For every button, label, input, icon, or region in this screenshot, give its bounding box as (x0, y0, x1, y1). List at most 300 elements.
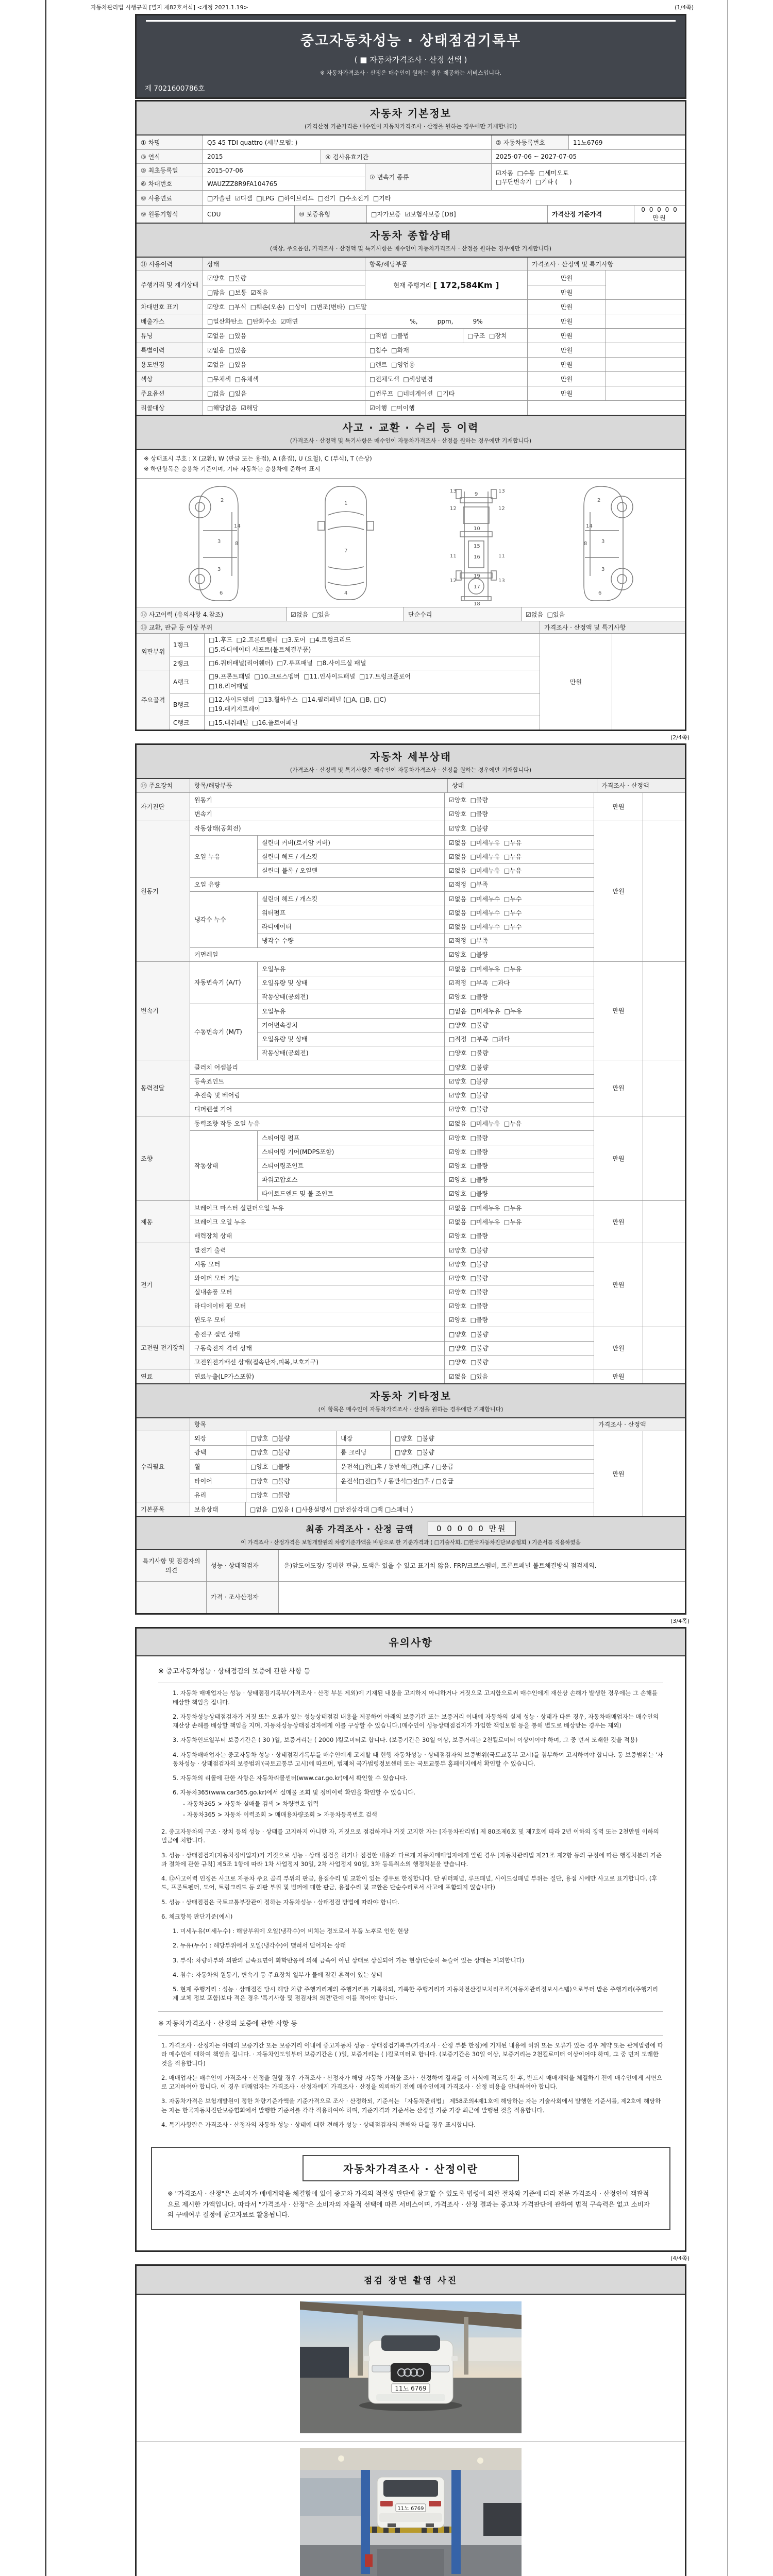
field-label: ⑥ 차대번호 (137, 177, 203, 190)
svg-text:2: 2 (597, 497, 600, 503)
panel-group (137, 634, 540, 670)
svg-text:18: 18 (473, 601, 480, 606)
fuel-checkboxes: □가솔린 ☑디젤 □LPG □하이브리드 □전기 □수소전기 □기타 (203, 191, 685, 205)
row-label: 배출가스 (137, 314, 203, 328)
price-cell: 만원 (527, 343, 606, 357)
appraiser-opinion-text (278, 1582, 685, 1613)
item-label: 냉각수 수량 (262, 937, 294, 945)
status-checkboxes: ☑양호 □불량 (444, 1103, 594, 1116)
col-header-spacer (137, 1418, 190, 1431)
notice-subitem: - 자동차365 > 자동차 이력조회 > 매매용차량조회 > 자동차등록번호 검색 (183, 1810, 377, 1818)
group-engine (137, 821, 685, 961)
status-checkboxes: ☑양호 □불량 (444, 1131, 594, 1145)
photo-signature-box (135, 2264, 686, 2576)
group-label: 자기진단 (137, 793, 190, 821)
group-label: 원동기 (137, 821, 190, 961)
frame-group (137, 670, 540, 729)
svg-text:3: 3 (601, 566, 604, 572)
exchange-table (137, 633, 685, 730)
row-label: 튜닝 (137, 329, 203, 343)
item-label: 외장 (194, 1434, 207, 1442)
detail-header (137, 779, 685, 792)
subgroup-steering-operation (190, 1130, 594, 1200)
row-label: 색상 (137, 372, 203, 386)
status-checkboxes: ☑양호 □불량 (444, 807, 594, 821)
summary-row-gas (137, 314, 685, 328)
basic-row-6 (137, 205, 685, 223)
subgroup-coolant-leak (190, 891, 594, 947)
item-label: 라디에이터 (262, 923, 292, 931)
accident-history-row (137, 607, 685, 621)
basic-row-3-4 (137, 163, 685, 190)
document-subtitle: ( ■ 자동차가격조사 · 산정 선택 ) (354, 55, 467, 64)
price-cell: 만원 (527, 270, 606, 285)
car-diagram-left-side (169, 480, 262, 606)
field-label: ② 자동차등록번호 (491, 135, 568, 149)
status-checkboxes: ☑없음 □있음 (444, 1369, 594, 1383)
field-label: ⑩ 보증유형 (294, 206, 366, 223)
page-marker-2: (2/4쪽) (670, 734, 690, 741)
inspection-photo-rear-lift (137, 2442, 685, 2576)
svg-text:13: 13 (498, 578, 505, 584)
note-cell (606, 329, 685, 343)
status-checkboxes: ☑양호 □불량 (444, 1272, 594, 1285)
photo-rear-lift-view (300, 2448, 522, 2576)
col-header: ⑪ 사용이력 (141, 260, 173, 268)
status-checkboxes: □적법 □불법 (365, 329, 463, 343)
svg-text:6: 6 (219, 590, 223, 596)
status-checkboxes: ☑양호 □불량 (444, 1229, 594, 1243)
group-label: 변속기 (137, 962, 190, 1060)
status-checkboxes: ☑없음 □미세누유 □누유 (444, 962, 594, 976)
note-cell (606, 372, 685, 386)
price-cell: 만원 (527, 329, 606, 343)
item-label: 충전구 절연 상태 (194, 1330, 240, 1338)
svg-text:14: 14 (585, 523, 593, 529)
notice-item: 2. 자동차성능상태점검자가 거짓 또는 오류가 있는 성능상태점검 내용을 제공하여 아래의 보증기간 또는 보증거리 이내에 자동차의 실제 성능 · 상태가 다른 경우, 자동차매매업자는 매수인의 재산상 손해를 배상할 책임을 지며, 자동차성능상태점검자에게 이를 구상할 수 있습니다.(매수인이 성능상태점검자가 가입한 책임보험 등을 통해 별도로 배상받는 경우는 제외) (173, 1713, 659, 1730)
rank-label: 1랭크 (173, 641, 189, 649)
final-price-band (137, 1516, 685, 1549)
item-label: 추진축 및 베어링 (194, 1092, 240, 1099)
main-box-page2 (135, 743, 686, 1615)
status-checkboxes: ☑없음 □미세누유 □누유 (444, 1215, 594, 1229)
notice-title: 유의사항 (389, 1636, 433, 1649)
price-cell: 만원 (594, 1116, 643, 1200)
group-fuel (137, 1369, 685, 1383)
svg-text:12: 12 (449, 505, 457, 512)
status-checkboxes: ☑없음 □있음 (203, 358, 365, 371)
rank2-items: □6.쿼터패널(리어휀더) □7.루프패널 □8.사이드실 패널 (209, 659, 366, 667)
item-label: 실린더 헤드 / 개스킷 (262, 895, 318, 903)
col-header: 항목/해당부품 (365, 258, 527, 270)
empty-cell (336, 1488, 594, 1502)
field-label: ⑤ 최초등록일 (137, 164, 203, 177)
item-label: 시동 모터 (194, 1261, 221, 1268)
notice-section2-title: ※ 자동차가격조사 · 산정의 보증에 관한 사항 등 (158, 2011, 663, 2036)
note-cell (643, 1201, 685, 1243)
rankC-row (170, 716, 540, 730)
note-cell (612, 634, 685, 730)
status-checkboxes: □양호 □불량 (444, 1060, 594, 1074)
status-checkboxes: ☑양호 □불량 (444, 990, 594, 1004)
status-checkboxes: ☑양호 □불량 (444, 1258, 594, 1271)
photo-band (137, 2266, 685, 2295)
item-label: 오일 유량 (194, 881, 221, 889)
price-cell: 만원 (527, 372, 606, 386)
item-label: 실린더 블록 / 오일팬 (262, 867, 318, 875)
rank-label: B랭크 (173, 701, 190, 708)
notice-item: 3. 성능 · 상태점검자(자동차정비업자)가 거짓으로 성능 · 상태 점검을 하거나 점검한 내용과 다르게 자동차매매업자에게 알린 경우 [자동차관리법 제21조 제2항 등의 규정에 따른 행정처분의 기준과 절차에 관한 규칙] 제5조 1항에 따라 1차 사업정지 30일, 2차 사업정지 90일, 3차 등록취소의 행정처분을 받습니다. (161, 1851, 662, 1868)
svg-text:8: 8 (583, 540, 587, 547)
item-label: 타이로드엔드 및 볼 조인트 (262, 1190, 333, 1198)
subgroup-oil-leak (190, 835, 594, 877)
status-checkboxes: ☑양호 □불량 (203, 270, 365, 285)
transmission-line2: □무단변속기 □기타 ( ) (496, 178, 572, 185)
gas-measurements: %, ppm, 9% (365, 314, 527, 328)
item-label: 실린더 커버(로커암 커버) (262, 839, 330, 846)
status-checkboxes: □양호 □불량 (444, 1342, 594, 1355)
svg-text:12: 12 (498, 505, 505, 512)
svg-text:10: 10 (473, 526, 480, 532)
svg-text:13: 13 (449, 488, 457, 494)
final-price-value: 0 0 0 0 0 만원 (428, 1521, 516, 1536)
status-checkboxes: □전체도색 □색상변경 (365, 372, 527, 386)
item-label: 디퍼렌셜 기어 (194, 1106, 232, 1113)
status-checkboxes: □양호 □불량 (444, 1046, 594, 1060)
scan-edge-right (727, 0, 728, 2576)
status-checkboxes: ☑양호 □불량 (444, 1159, 594, 1173)
document-header (135, 14, 686, 99)
notice-content (137, 1656, 685, 2134)
price-cell: 만원 (594, 962, 643, 1060)
status-checkboxes: □적정 □부족 □과다 (444, 1032, 594, 1046)
notice-item: 2. 매매업자는 매수인이 가격조사 · 산정을 원할 경우 가격조사 · 산정자가 해당 자동차 가격을 조사 · 산정하여 결과를 이 서식에 적도록 한 후, 반드시 매매계약을 체결하기 전에 매수인에게 서면으로 고지하여야 합니다. 이 경우 매매업자는 가격조사 · 산정자에게 가격조사 · 산정을 의뢰하기 전에 매수인에게 가격조사 · 산정 비용을 안내하여야 합니다. (161, 2074, 663, 2091)
rank-label: A랭크 (173, 678, 190, 686)
item-label: 오일유량 및 상태 (262, 979, 308, 987)
car-diagram-top (299, 480, 392, 606)
group-label: 외판부위 (137, 634, 170, 670)
pricing-definition-box (151, 2147, 670, 2230)
status-checkboxes: ☑양호 □불량 (444, 1145, 594, 1159)
status-checkboxes: □양호 □불량 (444, 1327, 594, 1341)
rank-label: 2랭크 (173, 659, 189, 667)
col-header: ⑬ 교환, 판금 등 이상 부위 (141, 624, 213, 632)
form-meta (91, 3, 694, 11)
summary-row-vin (137, 299, 685, 314)
note-cell (606, 358, 685, 371)
notice-section1-title: ※ 중고자동차성능 · 상태점검의 보증에 관한 사항 등 (158, 1663, 663, 1684)
status-checkboxes: ☑없음 □미세누유 □누유 (444, 850, 594, 863)
base-price-value: 0 0 0 0 0 만원 (634, 206, 685, 223)
note-cell (606, 300, 685, 314)
summary-note: (색상, 주요옵션, 가격조사 · 산정액 및 특기사항은 매수인이 자동차가격조사 · 산정을 원하는 경우에만 기재합니다) (270, 245, 552, 252)
item-label: 커먼레일 (194, 951, 219, 959)
status-checkboxes: ☑적정 □부족 (444, 934, 594, 947)
item-label: 휠 (194, 1463, 200, 1470)
notice-item: 1. 자동차 매매업자는 성능 · 상태점검기록부(가격조사 · 산정 부분 제외)에 기재된 내용을 고지하지 아니하거나 거짓으로 고지함으로써 매수인에게 재산상 손해가 발생한 경우에는 그 손해를 배상할 책임을 집니다. (173, 1689, 658, 1706)
price-cell: 만원 (594, 1431, 643, 1516)
pricing-definition-text: ※ "가격조사 · 산정"은 소비자가 매매계약을 체결함에 있어 중고차 가격의 적절성 판단에 참고할 수 있도록 법령에 의한 절차와 기준에 따라 전문 가격조사 · 산정인이 객관적으로 제시한 가액입니다. 따라서 "가격조사 · 산정"은 소비자의 자율적 선택에 따른 서비스이며, 가격조사 · 산정 결과는 중고차 가격판단에 관하여 법적 구속력은 없고 소비자의 구매여부 결정에 참고자료로 활용됩니다. (167, 2190, 650, 2219)
item-label: 오일누유 (262, 965, 286, 973)
pricing-definition-title: 자동차가격조사 · 산정이란 (303, 2155, 519, 2181)
item-label: 브레이크 오일 누유 (194, 1218, 246, 1226)
status-checkboxes: ☑없음 □있음 (286, 607, 404, 621)
item-label: 연료누출(LP가스포함) (194, 1372, 255, 1380)
accident-note: (가격조사 · 산정액 및 특기사항은 매수인이 자동차가격조사 · 산정을 원하는 경우에만 기재합니다) (290, 437, 532, 444)
price-cell: 만원 (527, 285, 606, 299)
status-checkboxes: □양호 □불량 (246, 1431, 336, 1445)
rankB-items-line2: □19.패키지트레이 (209, 705, 260, 713)
item-label: 윈도우 모터 (194, 1316, 226, 1324)
group-high-voltage (137, 1327, 685, 1369)
rank1-row (170, 634, 540, 656)
item-label: 브레이크 마스터 실린더오일 누유 (194, 1204, 284, 1212)
status-checkboxes: ☑없음 □미세누유 □누유 (444, 1201, 594, 1215)
status-checkboxes: □양호 □불량 (444, 1019, 594, 1032)
group-label: 전기 (137, 1243, 190, 1327)
field-label: ③ 연식 (137, 150, 203, 163)
item-label: 구동축전지 격리 상태 (194, 1345, 252, 1352)
car-diagram-underbody (430, 480, 523, 606)
inspection-period-value: 2025-07-06 ~ 2027-07-05 (491, 150, 685, 163)
price-cell: 만원 (527, 358, 606, 371)
status-checkboxes: ☑없음 □미세누유 □누유 (444, 836, 594, 850)
status-checkboxes: ☑양호 □불량 (444, 793, 594, 807)
notice-band (137, 1629, 685, 1656)
mileage-cell (365, 270, 527, 299)
rankA-items-line1: □9.프론트패널 □10.크로스멤버 □11.인사이드패널 □17.트렁크플로어 (209, 673, 411, 681)
inspection-photo-front (137, 2295, 685, 2442)
price-cell: 만원 (540, 634, 612, 730)
col-header: ⑭ 주요장치 (141, 782, 173, 790)
group-powertrain (137, 1060, 685, 1116)
status-checkboxes: ☑양호 □불량 (444, 1285, 594, 1299)
status-checkboxes: ☑없음 □미세누수 □누수 (444, 920, 594, 934)
item-label: 워터펌프 (262, 909, 286, 917)
other-info-band (137, 1383, 685, 1418)
other-info-title: 자동차 기타정보 (369, 1389, 452, 1402)
summary-row-usechange (137, 357, 685, 371)
svg-text:19: 19 (473, 573, 480, 579)
subgroup-label: 작동상태 (194, 1162, 219, 1170)
field-label: ⑦ 변속기 종류 (365, 164, 491, 190)
opinion-role-label: 가격 · 조사산정자 (206, 1582, 278, 1613)
field-label: ⑨ 원동기형식 (137, 206, 203, 223)
exchange-header (137, 621, 685, 633)
opinion-row-1 (137, 1549, 685, 1581)
status-checkboxes: ☑양호 □불량 (444, 1243, 594, 1257)
summary-row-tuning (137, 328, 685, 343)
diagram-legend (137, 450, 685, 478)
wheel-positions: 운전석□전□후 / 동반석□전□후 / □응급 (336, 1460, 594, 1473)
note-cell (643, 1431, 685, 1516)
group-label: 기본품목 (137, 1502, 190, 1516)
item-label: 스티어링조인트 (262, 1162, 304, 1170)
other-info-note: (이 항목은 매수인이 자동차가격조사 · 산정을 원하는 경우에만 기재합니다) (318, 1405, 503, 1413)
svg-text:17: 17 (473, 584, 480, 590)
front-plate-text: 11노 6769 (395, 2384, 427, 2392)
row-label: 용도변경 (137, 358, 203, 371)
subgroup-label: 냉각수 누수 (194, 916, 226, 924)
group-self-diagnosis (137, 792, 685, 821)
detail-band (137, 745, 685, 779)
note-cell (643, 821, 685, 961)
item-label: 광택 (194, 1449, 207, 1456)
note-cell (643, 962, 685, 1060)
status-checkboxes: ☑없음 □있음 (203, 329, 365, 343)
item-label: 와이퍼 모터 기능 (194, 1275, 240, 1282)
svg-text:3: 3 (217, 538, 221, 545)
status-checkboxes: □무채색 □유채색 (203, 372, 365, 386)
notice-item: 4. 자동차매매업자는 중고자동차 성능 · 상태점검기록부를 매수인에게 고지할 때 현행 자동차성능 · 상태점검자의 보증범위(국토교통부 고시)를 첨부하여 고지하여야 합니다. 동 보증범위는 '자동차성능 · 상태점검자의 보증범위'(국토교통부 고시)에 따르며, 법제처 국가법령정보센터 또는 국토교통부 홈페이지에서 확인할 수 있습니다. (173, 1751, 663, 1767)
col-header: 가격조사 · 산정액 및 특기사항 (540, 621, 685, 633)
summary-row-recall (137, 400, 685, 415)
item-label: 라디에이터 팬 모터 (194, 1302, 246, 1310)
notice-item: 5. 자동차의 리콜에 관한 사항은 자동차리콜센터(www.car.go.kr)에서 확인할 수 있습니다. (173, 1774, 408, 1782)
svg-text:3: 3 (217, 566, 221, 572)
status-checkboxes: □렌트 □영업용 (365, 358, 527, 371)
note-cell (606, 386, 685, 400)
rankB-items-line1: □12.사이드멤버 □13.휠하우스 □14.필러패널 (□A, □B, □C) (209, 696, 386, 703)
car-name-value: Q5 45 TDI quattro (세부모델: ) (203, 135, 491, 149)
car-diagram-right-side (560, 480, 653, 606)
status-checkboxes: □침수 □화재 (365, 343, 527, 357)
item-label: 오일누유 (262, 1007, 286, 1015)
vin-value: WAUZZZ8R9FA104765 (203, 177, 365, 190)
item-label: 파워고압호스 (262, 1176, 298, 1184)
notice-subitem: - 자동차365 > 자동차 실매물 검색 > 차량번호 입력 (183, 1800, 319, 1807)
photo-section-title: 점검 장면 촬영 사진 (363, 2275, 458, 2286)
basic-row-1 (137, 135, 685, 149)
col-header: 상태 (447, 779, 597, 792)
page-marker-1: (1/4쪽) (675, 4, 694, 11)
group-electrical (137, 1243, 685, 1327)
status-checkboxes: ☑없음 □미세누수 □누수 (444, 906, 594, 920)
col-header: 항목 (190, 1418, 594, 1431)
form-ref: 자동차관리법 시행규칙 [별지 제82호서식] <개정 2021.1.19> (91, 4, 248, 11)
status-checkboxes: ☑적정 □부족 □과다 (444, 976, 594, 990)
col-header: 가격조사 · 산정액 및 특기사항 (527, 258, 685, 270)
summary-row-special (137, 343, 685, 357)
group-label: 주요골격 (137, 670, 170, 729)
page-marker-4: (4/4쪽) (670, 2255, 690, 2262)
item-label: 원동기 (194, 796, 212, 804)
price-cell: 만원 (527, 314, 606, 328)
notice-item: 4. ⑫사고이력 인정은 사고로 자동차 주요 골격 부위의 판금, 용접수리 및 교환이 있는 경우로 한정합니다. 단 쿼터패널, 루프패널, 사이드실패널 부위는 절단, 용접 시에만 사고로 표기합니다. (후드, 프론트펜더, 도어, 트렁크리드 등 외판 부위 및 범퍼에 대한 판금, 용접수리 및 교환은 단순수리로서 사고에 포함되지 않습니다) (161, 1875, 658, 1891)
status-checkboxes: □없음 □있음 ( □사용설명서 □안전삼각대 □잭 □스패너 ) (245, 1502, 594, 1516)
item-label: 클러치 어셈블리 (194, 1063, 238, 1071)
item-label: 작동상태(공회전) (262, 993, 309, 1001)
status-checkboxes: □양호 □불량 (444, 1355, 594, 1369)
status-checkboxes: □해당없음 ☑해당 (203, 401, 365, 415)
status-checkboxes: □양호 □불량 (246, 1474, 336, 1488)
note-cell (527, 401, 685, 415)
notice-subitem: 3. 부식: 차량하부와 외판의 금속표면이 화학반응에 의해 금속이 아닌 상태로 상실되어 가는 현상(단순히 녹슬어 있는 상태는 제외합니다) (173, 1956, 525, 1964)
status-checkboxes: □썬루프 □네비게이션 □기타 (365, 386, 527, 400)
rankC-items: □15.대쉬패널 □16.플로어패널 (209, 719, 298, 726)
document-title: 중고자동차성능 · 상태점검기록부 (300, 33, 522, 49)
item-label: 발전기 출력 (194, 1246, 226, 1254)
svg-text:4: 4 (344, 590, 347, 596)
notice-item: 6. 자동차365(www.car365.go.kr)에서 실매물 조회 및 정비이력 확인을 확인할 수 있습니다. (173, 1789, 415, 1797)
status-checkboxes: □양호 □불량 (246, 1488, 336, 1502)
item-label: 변속기 (194, 810, 212, 818)
price-cell: 만원 (594, 1327, 643, 1369)
note-cell (606, 314, 685, 328)
summary-row-options (137, 386, 685, 400)
accident-band (137, 415, 685, 450)
item-label: 작동상태(공회전) (194, 824, 241, 832)
row-label: 주행거리 및 계기상태 (137, 270, 203, 299)
row-label: 차대번호 표기 (137, 300, 203, 314)
notice-item: 5. 성능 · 상태점검은 국토교통부장관이 정하는 자동차성능 · 상태점검 방법에 따라야 합니다. (161, 1898, 400, 1906)
opinion-group-spacer (137, 1582, 206, 1613)
basic-row-2 (137, 149, 685, 163)
note-cell (643, 1116, 685, 1200)
final-price-note: 이 가격조사 · 산정가격은 보험개발원의 차량기준가액을 바탕으로 한 기준가격과 ( □기술사회, □한국자동차진단보증협회 ) 기준서를 적용하였음 (241, 1539, 581, 1546)
item-label: 오일유량 및 상태 (262, 1036, 308, 1043)
svg-text:11: 11 (498, 553, 505, 559)
col-header: 상태 (203, 258, 365, 270)
transmission-line1: ☑자동 □수동 □세미오토 (496, 169, 569, 177)
status-checkboxes: □많음 □보통 ☑적음 (203, 285, 365, 299)
first-registration-value: 2015-07-06 (203, 164, 365, 177)
row-label: 단순수리 (404, 607, 521, 621)
note-cell (643, 793, 685, 821)
status-checkboxes: ☑이행 □미이행 (365, 401, 527, 415)
subgroup-at (190, 962, 594, 1004)
svg-text:8: 8 (234, 540, 238, 547)
field-label: ⑧ 사용연료 (137, 191, 203, 205)
group-label: 고전원 전기장치 (137, 1327, 190, 1369)
model-year-value: 2015 (203, 150, 321, 163)
photo-front-view (300, 2301, 522, 2433)
header-rule (146, 20, 676, 22)
status-checkboxes: ☑없음 □있음 (203, 343, 365, 357)
service-note: ※ 자동차가격조사 · 산정은 매수인이 원하는 경우 제공하는 서비스입니다. (320, 70, 502, 76)
rank2-row (170, 656, 540, 670)
svg-text:9: 9 (474, 491, 478, 497)
subgroup-label: 오일 누유 (194, 853, 221, 860)
rankB-row (170, 693, 540, 716)
rear-plate-text: 11노 6769 (397, 2505, 424, 2512)
status-checkboxes: □양호 □불량 (390, 1446, 594, 1459)
subgroup-label: 자동변속기 (A/T) (194, 979, 241, 987)
field-label: ④ 검사유효기간 (321, 150, 491, 163)
notice-subitem: 5. 현재 주행거리 : 성능 · 상태점검 당시 해당 차량 주행거리계의 주행거리를 기록하되, 기록한 주행거리가 자동차전산정보처리조직(자동차관리정보시스템)으로부터 받은 주행거리(주행거리계 교체 정보 포함)보다 적은 경우 '특기사항 및 점검자의 의견'란에 이를 적어야 합니다. (173, 1986, 659, 2002)
scan-edge-left (45, 0, 46, 2576)
opinion-group-label: 특기사항 및 점검자의 의견 (137, 1550, 206, 1581)
other-header (137, 1418, 685, 1431)
subgroup-label: 수동변속기 (M/T) (194, 1028, 242, 1036)
svg-text:16: 16 (473, 554, 480, 560)
rank1-items-line2: □5.라디에이터 서포트(볼트체결부품) (209, 646, 311, 653)
item-label: 고전원전기배선 상태(접속단자,피복,보호기구) (194, 1359, 319, 1366)
rank1-items-line1: □1.후드 □2.프론트휀더 □3.도어 □4.트렁크리드 (209, 636, 351, 644)
item-label: 기어변속장치 (262, 1022, 298, 1029)
notice-box (135, 1627, 686, 2252)
svg-text:11: 11 (449, 553, 457, 559)
svg-text:3: 3 (601, 538, 604, 545)
note-cell (643, 1243, 685, 1327)
svg-text:12: 12 (449, 578, 457, 584)
svg-text:7: 7 (344, 548, 347, 554)
status-checkboxes: ☑양호 □부식 □훼손(오손) □상이 □변조(변타) □도말 (203, 300, 527, 314)
item-label: 스티어링 기어(MDPS포함) (262, 1148, 334, 1156)
item-label: 실린더 헤드 / 개스킷 (262, 853, 318, 861)
mileage-prefix: 현재 주행거리 (393, 281, 431, 289)
item-label: 타이어 (194, 1477, 212, 1485)
